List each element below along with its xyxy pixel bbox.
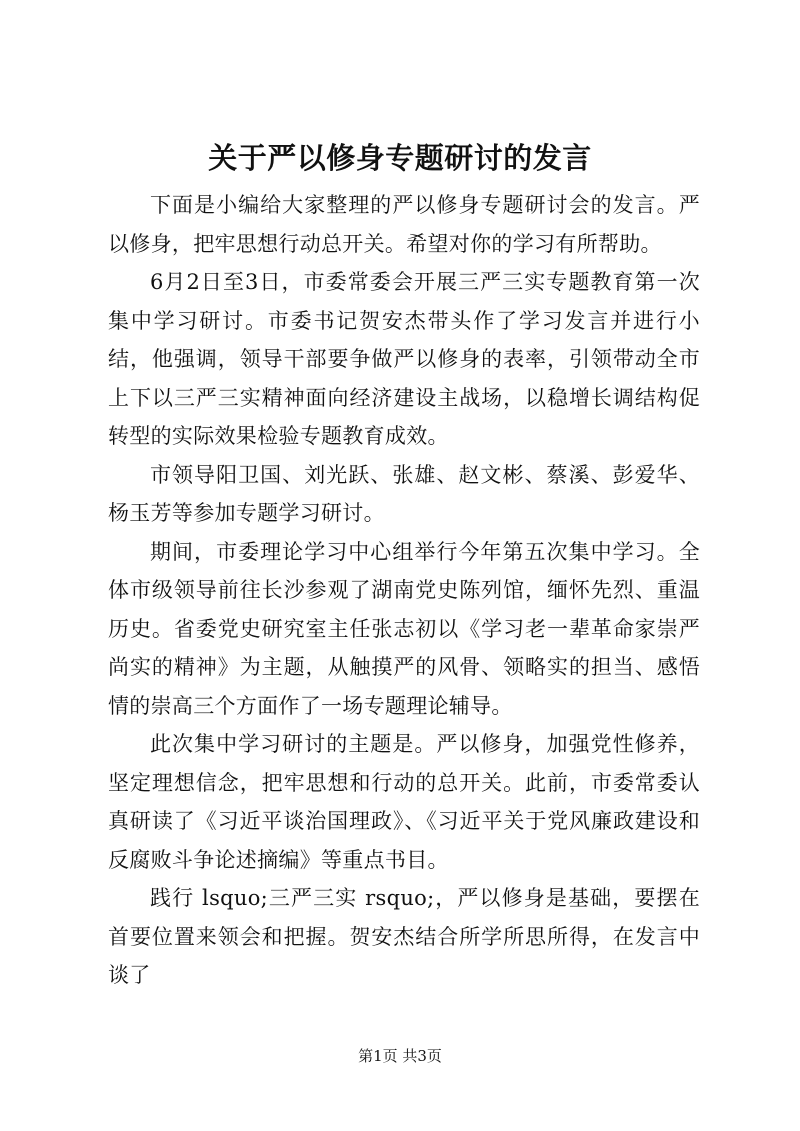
document-body	[108, 186, 700, 995]
page-number-footer: 第1页 共3页	[358, 1047, 442, 1065]
paragraph-2: 6月2日至3日，市委常委会开展三严三实专题教育第一次集中学习研讨。市委书记贺安杰带头作了学习发言并进行小结，他强调，领导干部要争做严以修身的表率，引领带动全市上下以三严三实精神面向经济建设主战场，以稳增长调结构促转型的实际效果检验专题教育成效。	[108, 270, 700, 448]
document-title: 关于严以修身专题研讨的发言	[208, 141, 592, 175]
paragraph-5: 此次集中学习研讨的主题是。严以修身，加强党性修养，坚定理想信念，把牢思想和行动的总开关。此前，市委常委认真研读了《习近平谈治国理政》、《习近平关于党风廉政建设和反腐败斗争论述摘编》等重点书目。	[108, 732, 700, 872]
paragraph-6: 践行 lsquo;三严三实 rsquo;，严以修身是基础，要摆在首要位置来领会和把握。贺安杰结合所学所思所得，在发言中谈了	[108, 886, 700, 987]
paragraph-4: 期间，市委理论学习中心组举行今年第五次集中学习。全体市级领导前往长沙参观了湖南党史陈列馆，缅怀先烈、重温历史。省委党史研究室主任张志初以《学习老一辈革命家崇严尚实的精神》为主题，从触摸严的风骨、领略实的担当、感悟情的崇高三个方面作了一场专题理论辅导。	[108, 539, 700, 718]
paragraph-3: 市领导阳卫国、刘光跃、张雄、赵文彬、蔡溪、彭爱华、杨玉芳等参加专题学习研讨。	[108, 462, 700, 525]
paragraph-1: 下面是小编给大家整理的严以修身专题研讨会的发言。严以修身，把牢思想行动总开关。希望对你的学习有所帮助。	[108, 193, 700, 256]
